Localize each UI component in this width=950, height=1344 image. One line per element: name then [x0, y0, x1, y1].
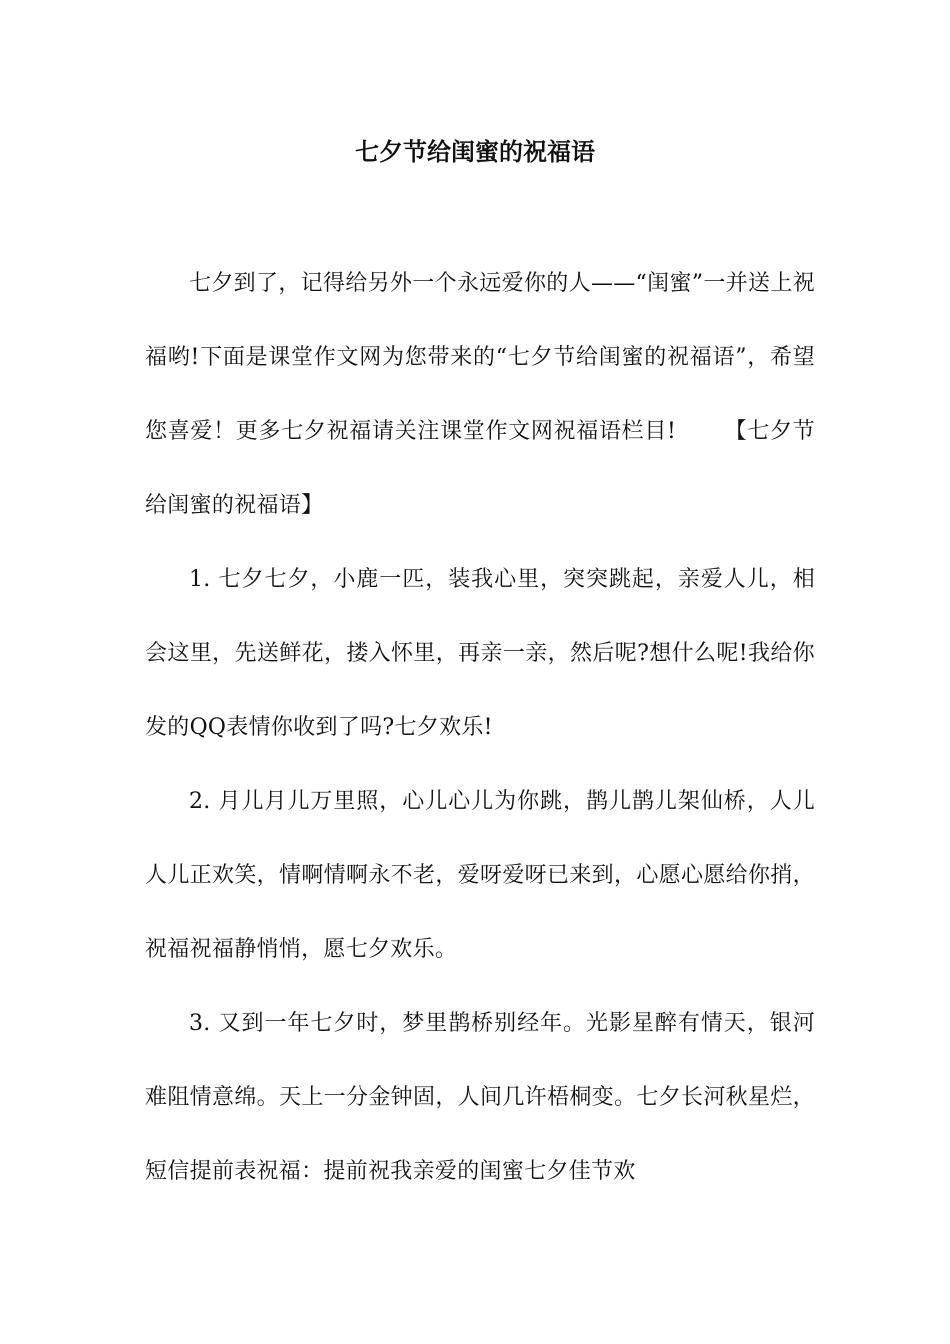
blessing-item-1: 1. 七夕七夕，小鹿一匹，装我心里，突突跳起，亲爱人儿，相会这里，先送鲜花，搂入怀里，再亲一亲，然后呢?想什么呢!我给你发的QQ表情你收到了吗?七夕欢乐!	[145, 567, 815, 740]
section-heading: 【七夕节给闺蜜的祝福语】	[145, 419, 815, 518]
intro-text: 七夕到了，记得给另外一个永远爱你的人——“闺蜜”一并送上祝福哟!下面是课堂作文网为您带来的“七夕节给闺蜜的祝福语”，希望您喜爱！更多七夕祝福请关注课堂作文网祝福语栏目!	[145, 271, 815, 444]
intro-paragraph	[145, 247, 815, 543]
document-body	[145, 247, 815, 1209]
blessing-item-3: 3. 又到一年七夕时，梦里鹊桥别经年。光影星醉有情天，银河难阻情意绵。天上一分金钟固，人间几许梧桐变。七夕长河秋星烂，短信提前表祝福：提前祝我亲爱的闺蜜七夕佳节欢	[145, 1011, 815, 1184]
document-title: 七夕节给闺蜜的祝福语	[355, 137, 595, 166]
blessing-item-2: 2. 月儿月儿万里照，心儿心儿为你跳，鹊儿鹊儿架仙桥，人儿人儿正欢笑，情啊情啊永不老，爱呀爱呀已来到，心愿心愿给你捎，祝福祝福静悄悄，愿七夕欢乐。	[145, 789, 815, 962]
